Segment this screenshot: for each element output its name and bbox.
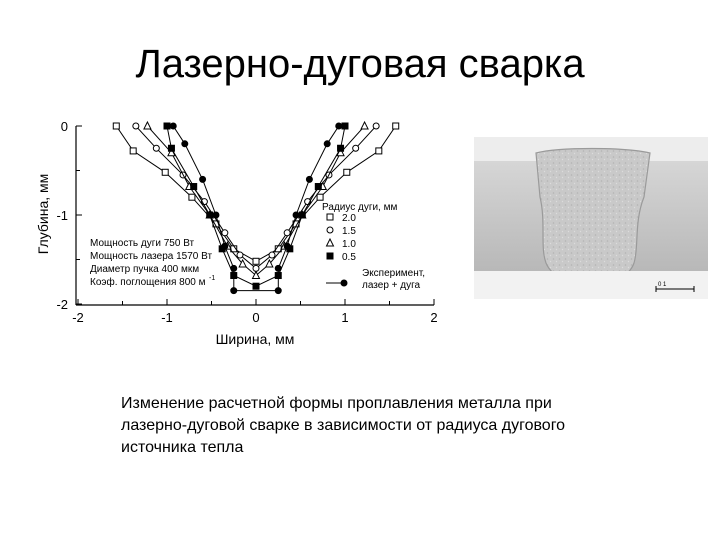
caption-line-3: источника тепла xyxy=(121,439,244,456)
weld-bead xyxy=(536,149,650,285)
x-tick-label: -1 xyxy=(161,310,173,325)
data-point xyxy=(189,194,195,200)
legend-marker xyxy=(327,214,333,220)
param-absorption-exp: -1 xyxy=(209,275,216,282)
y-axis-label: Глубина, мм xyxy=(35,173,51,255)
x-tick-label: 2 xyxy=(430,310,438,325)
data-point xyxy=(237,252,243,258)
data-point xyxy=(231,288,237,294)
legend-items xyxy=(326,213,425,291)
data-point xyxy=(353,145,359,151)
data-point xyxy=(191,184,197,190)
slide-caption xyxy=(121,393,641,459)
data-point xyxy=(317,194,323,200)
legend-marker xyxy=(327,253,333,259)
data-point xyxy=(344,169,350,175)
parameters-block xyxy=(90,238,215,288)
data-point xyxy=(338,145,344,151)
legend-label: Эксперимент, xyxy=(362,268,426,279)
data-point xyxy=(299,212,305,218)
legend-label: 1.0 xyxy=(342,239,356,250)
data-point xyxy=(153,145,159,151)
slide-title: Лазерно-дуговая сварка xyxy=(135,42,585,86)
weld-cross-section-photo xyxy=(474,137,708,299)
legend-marker xyxy=(327,227,333,233)
data-point xyxy=(213,212,219,218)
param-absorption: Коэф. поглощения 800 м xyxy=(90,277,206,288)
x-tick-label: 0 xyxy=(252,310,260,325)
y-ticks xyxy=(56,119,82,312)
data-point xyxy=(144,122,151,129)
data-point xyxy=(162,169,168,175)
data-point xyxy=(253,283,259,289)
data-point xyxy=(336,123,342,129)
data-point xyxy=(231,265,237,271)
data-point xyxy=(130,148,136,154)
y-tick-label: -1 xyxy=(56,208,68,223)
data-point xyxy=(306,176,312,182)
caption-line-1: Изменение расчетной формы проплавления металла при xyxy=(121,395,552,412)
data-point xyxy=(275,265,281,271)
x-tick-label: -2 xyxy=(72,310,84,325)
legend-title: Радиус дуги, мм xyxy=(322,202,398,213)
data-point xyxy=(222,243,228,249)
x-axis-label: Ширина, мм xyxy=(215,331,295,347)
data-point xyxy=(284,243,290,249)
data-point xyxy=(253,258,259,264)
data-point xyxy=(284,230,290,236)
caption-line-2: лазерно-дуговой сварке в зависимости от радиуса дугового xyxy=(121,417,566,434)
data-point xyxy=(342,123,348,129)
x-ticks xyxy=(72,299,437,325)
data-point xyxy=(376,148,382,154)
legend xyxy=(322,202,425,291)
legend-label: лазер + дуга xyxy=(362,280,421,291)
legend-label: 1.5 xyxy=(342,226,356,237)
scale-bar-label: 0 1 xyxy=(658,282,667,288)
data-point xyxy=(222,230,228,236)
legend-marker xyxy=(327,239,334,246)
data-point xyxy=(207,212,213,218)
param-beam-diameter: Диаметр пучка 400 мкм xyxy=(90,264,200,275)
data-point xyxy=(164,123,170,129)
data-point xyxy=(393,123,399,129)
data-point xyxy=(324,141,330,147)
data-point xyxy=(293,212,299,218)
data-point xyxy=(170,123,176,129)
y-tick-label: 0 xyxy=(60,119,68,134)
data-point xyxy=(373,123,379,129)
data-point xyxy=(168,145,174,151)
data-point xyxy=(253,272,260,279)
param-arc-power: Мощность дуги 750 Вт xyxy=(90,238,195,249)
legend-label: 0.5 xyxy=(342,252,356,263)
data-point xyxy=(361,122,368,129)
data-point xyxy=(182,141,188,147)
data-point xyxy=(200,176,206,182)
y-tick-label: -2 xyxy=(56,297,68,312)
data-point xyxy=(315,184,321,190)
x-tick-label: 1 xyxy=(341,310,349,325)
param-laser-power: Мощность лазера 1570 Вт xyxy=(90,251,213,262)
data-point xyxy=(113,123,119,129)
legend-label: 2.0 xyxy=(342,213,356,224)
data-point xyxy=(275,288,281,294)
data-point xyxy=(269,252,275,258)
data-point xyxy=(133,123,139,129)
legend-marker xyxy=(341,280,347,286)
